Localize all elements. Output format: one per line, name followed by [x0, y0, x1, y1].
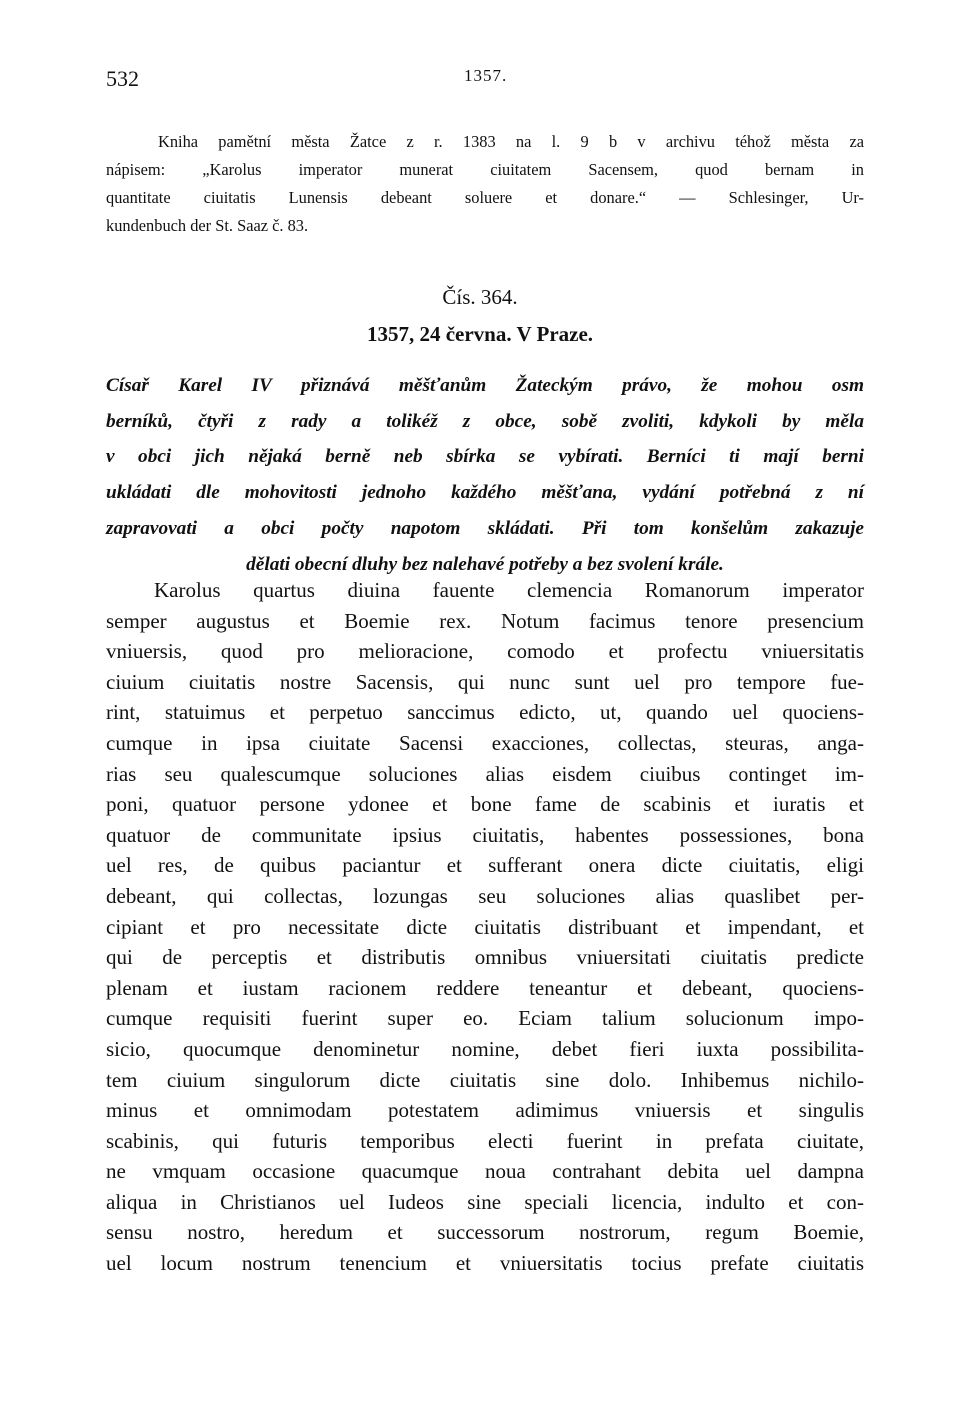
regest-line: ukládati dle mohovitosti jednoho každého měšťana, vydání potřebná z ní: [106, 482, 864, 504]
running-head-year: 1357.: [464, 66, 508, 85]
regest-line: zapravovati a obci počty napotom skládati. Při tom konšelům zakazuje: [106, 517, 864, 539]
body-line: poni, quatuor persone ydonee et bone fame de scabinis et iuratis et: [106, 792, 864, 817]
document-number: Čís. 364.: [442, 285, 518, 309]
source-note-line: quantitate ciuitatis Lunensis debeant soluere et donare.“ — Schlesinger, Ur-: [106, 188, 864, 207]
body-line: uel locum nostrum tenencium et vniuersitatis tocius prefate ciuitatis: [106, 1251, 864, 1276]
body-line: rias seu qualescumque soluciones alias eisdem ciuibus continget im-: [106, 761, 864, 786]
body-line: ciuium ciuitatis nostre Sacensis, qui nunc sunt uel pro tempore fue-: [106, 669, 864, 694]
body-line: vniuersis, quod pro melioracione, comodo et profectu vniuersitatis: [106, 639, 864, 664]
source-note-line: Kniha pamětní města Žatce z r. 1383 na l. 9 b v archivu téhož města za: [158, 132, 864, 151]
body-line: minus et omnimodam potestatem adimimus vniuersis et singulis: [106, 1098, 864, 1123]
body-line: cumque requisiti fuerint super eo. Eciam talium solucionum impo-: [106, 1006, 864, 1031]
regest-line: dělati obecní dluhy bez nalehavé potřeby a bez svolení krále.: [246, 553, 724, 575]
body-line: ne vmquam occasione quacumque noua contrahant debita uel dampna: [106, 1159, 864, 1184]
regest-line: berníků, čtyři z rady a tolikéž z obce, sobě zvoliti, kdykoli by měla: [106, 410, 864, 432]
charter-text: [106, 575, 864, 1279]
body-line: sicio, quocumque denominetur nomine, debet fieri iuxta possibilita-: [106, 1036, 864, 1061]
source-note-line: kundenbuch der St. Saaz č. 83.: [106, 216, 309, 235]
source-note: [106, 128, 864, 240]
page-header: [106, 66, 864, 96]
body-line: tem ciuium singulorum dicte ciuitatis sine dolo. Inhibemus nichilo-: [106, 1067, 864, 1092]
body-line: debeant, qui collectas, lozungas seu soluciones alias quaslibet per-: [106, 883, 864, 908]
source-note-line: nápisem: „Karolus imperator munerat ciuitatem Sacensem, quod bernam in: [106, 160, 864, 179]
regest-line: Císař Karel IV přiznává měšťanům Žateckým právo, že mohou osm: [106, 375, 864, 396]
page-number: 532: [106, 66, 139, 91]
regest-line: v obci jich nějaká berně neb sbírka se vybírati. Berníci ti mají berni: [106, 446, 864, 468]
body-line: rint, statuimus et perpetuo sanccimus edicto, ut, quando uel quociens-: [106, 700, 864, 725]
body-line: sensu nostro, heredum et successorum nostrorum, regum Boemie,: [106, 1220, 864, 1245]
body-line: cumque in ipsa ciuitate Sacensi exacciones, collectas, steuras, anga-: [106, 730, 864, 755]
regest-summary: [106, 368, 864, 582]
body-line: semper augustus et Boemie rex. Notum facimus tenore presencium: [106, 608, 864, 633]
body-line: qui de perceptis et distributis omnibus vniuersitati ciuitatis predicte: [106, 945, 864, 970]
body-line: scabinis, qui futuris temporibus electi fuerint in prefata ciuitate,: [106, 1128, 864, 1153]
document-date-place: 1357, 24 června. V Praze.: [366, 322, 594, 346]
body-line: Karolus quartus diuina fauente clemencia Romanorum imperator: [154, 578, 864, 602]
body-line: aliqua in Christianos uel Iudeos sine speciali licencia, indulto et con-: [106, 1189, 864, 1214]
body-line: uel res, de quibus paciantur et sufferant onera dicte ciuitatis, eligi: [106, 853, 864, 878]
body-line: cipiant et pro necessitate dicte ciuitatis distribuant et impendant, et: [106, 914, 864, 939]
body-line: quatuor de communitate ipsius ciuitatis, habentes possessiones, bona: [106, 822, 864, 847]
source-note-paragraph: [106, 128, 864, 240]
body-line: plenam et iustam racionem reddere teneantur et debeant, quociens-: [106, 975, 864, 1000]
